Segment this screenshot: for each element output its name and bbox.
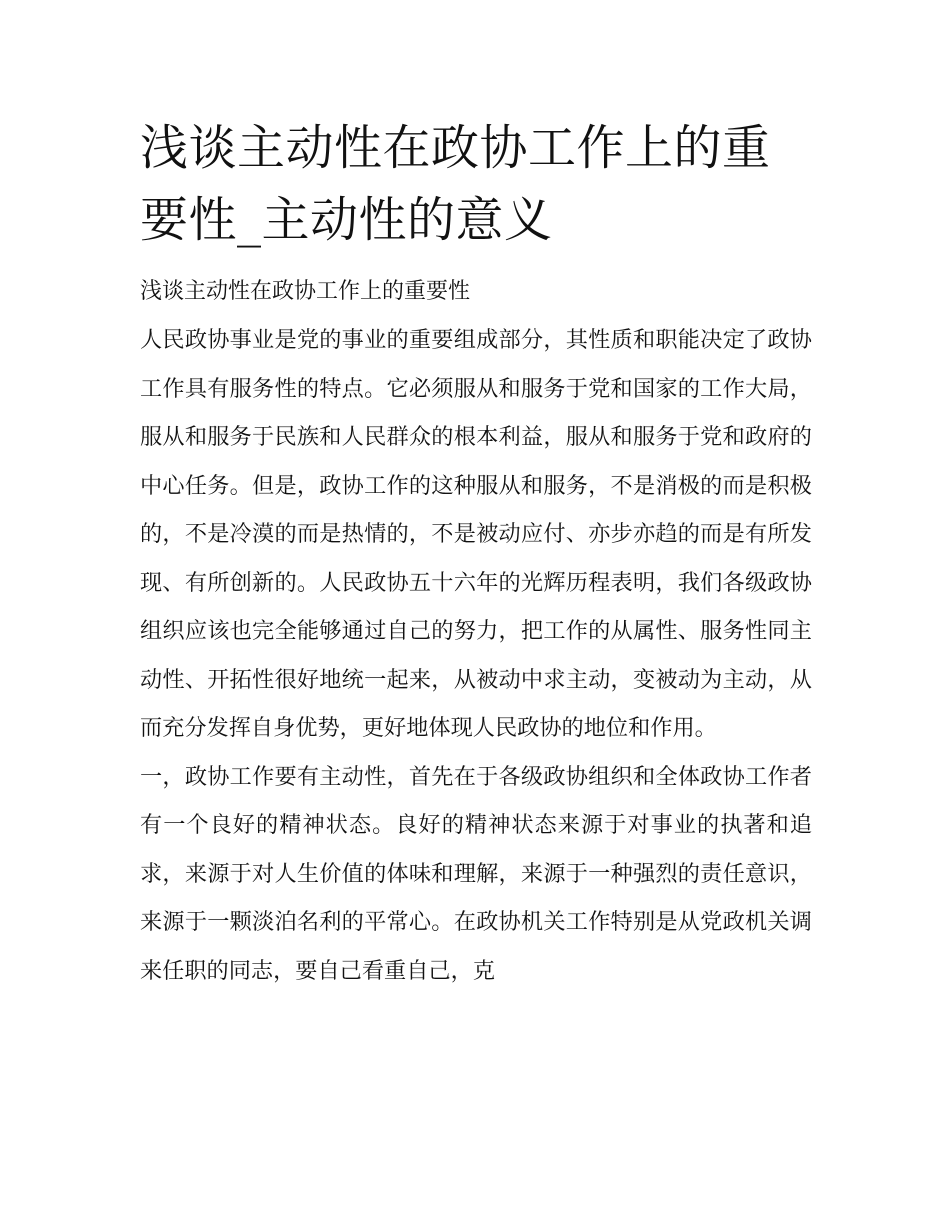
paragraph-1: 人民政协事业是党的事业的重要组成部分，其性质和职能决定了政协工作具有服务性的特点。它必须服从和服务于党和国家的工作大局，服从和服务于民族和人民群众的根本利益，服从和服务于党和政府的中心任务。但是，政协工作的这种服从和服务，不是消极的而是积极的，不是冷漠的而是热情的，不是被动应付、亦步亦趋的而是有所发现、有所创新的。人民政协五十六年的光辉历程表明，我们各级政协组织应该也完全能够通过自己的努力，把工作的从属性、服务性同主动性、开拓性很好地统一起来，从被动中求主动，变被动为主动，从而充分发挥自身优势，更好地体现人民政协的地位和作用。 [140, 327, 812, 741]
document-subtitle: 浅谈主动性在政协工作上的重要性 [140, 279, 471, 304]
document-body [140, 112, 812, 995]
paragraph-2: 一，政协工作要有主动性，首先在于各级政协组织和全体政协工作者有一个良好的精神状态。良好的精神状态来源于对事业的执著和追求，来源于对人生价值的体味和理解，来源于一种强烈的责任意识，来源于一颗淡泊名利的平常心。在政协机关工作特别是从党政机关调来任职的同志，要自己看重自己，克 [140, 763, 812, 984]
document-title: 浅谈主动性在政协工作上的重要性_主动性的意义 [140, 120, 771, 248]
